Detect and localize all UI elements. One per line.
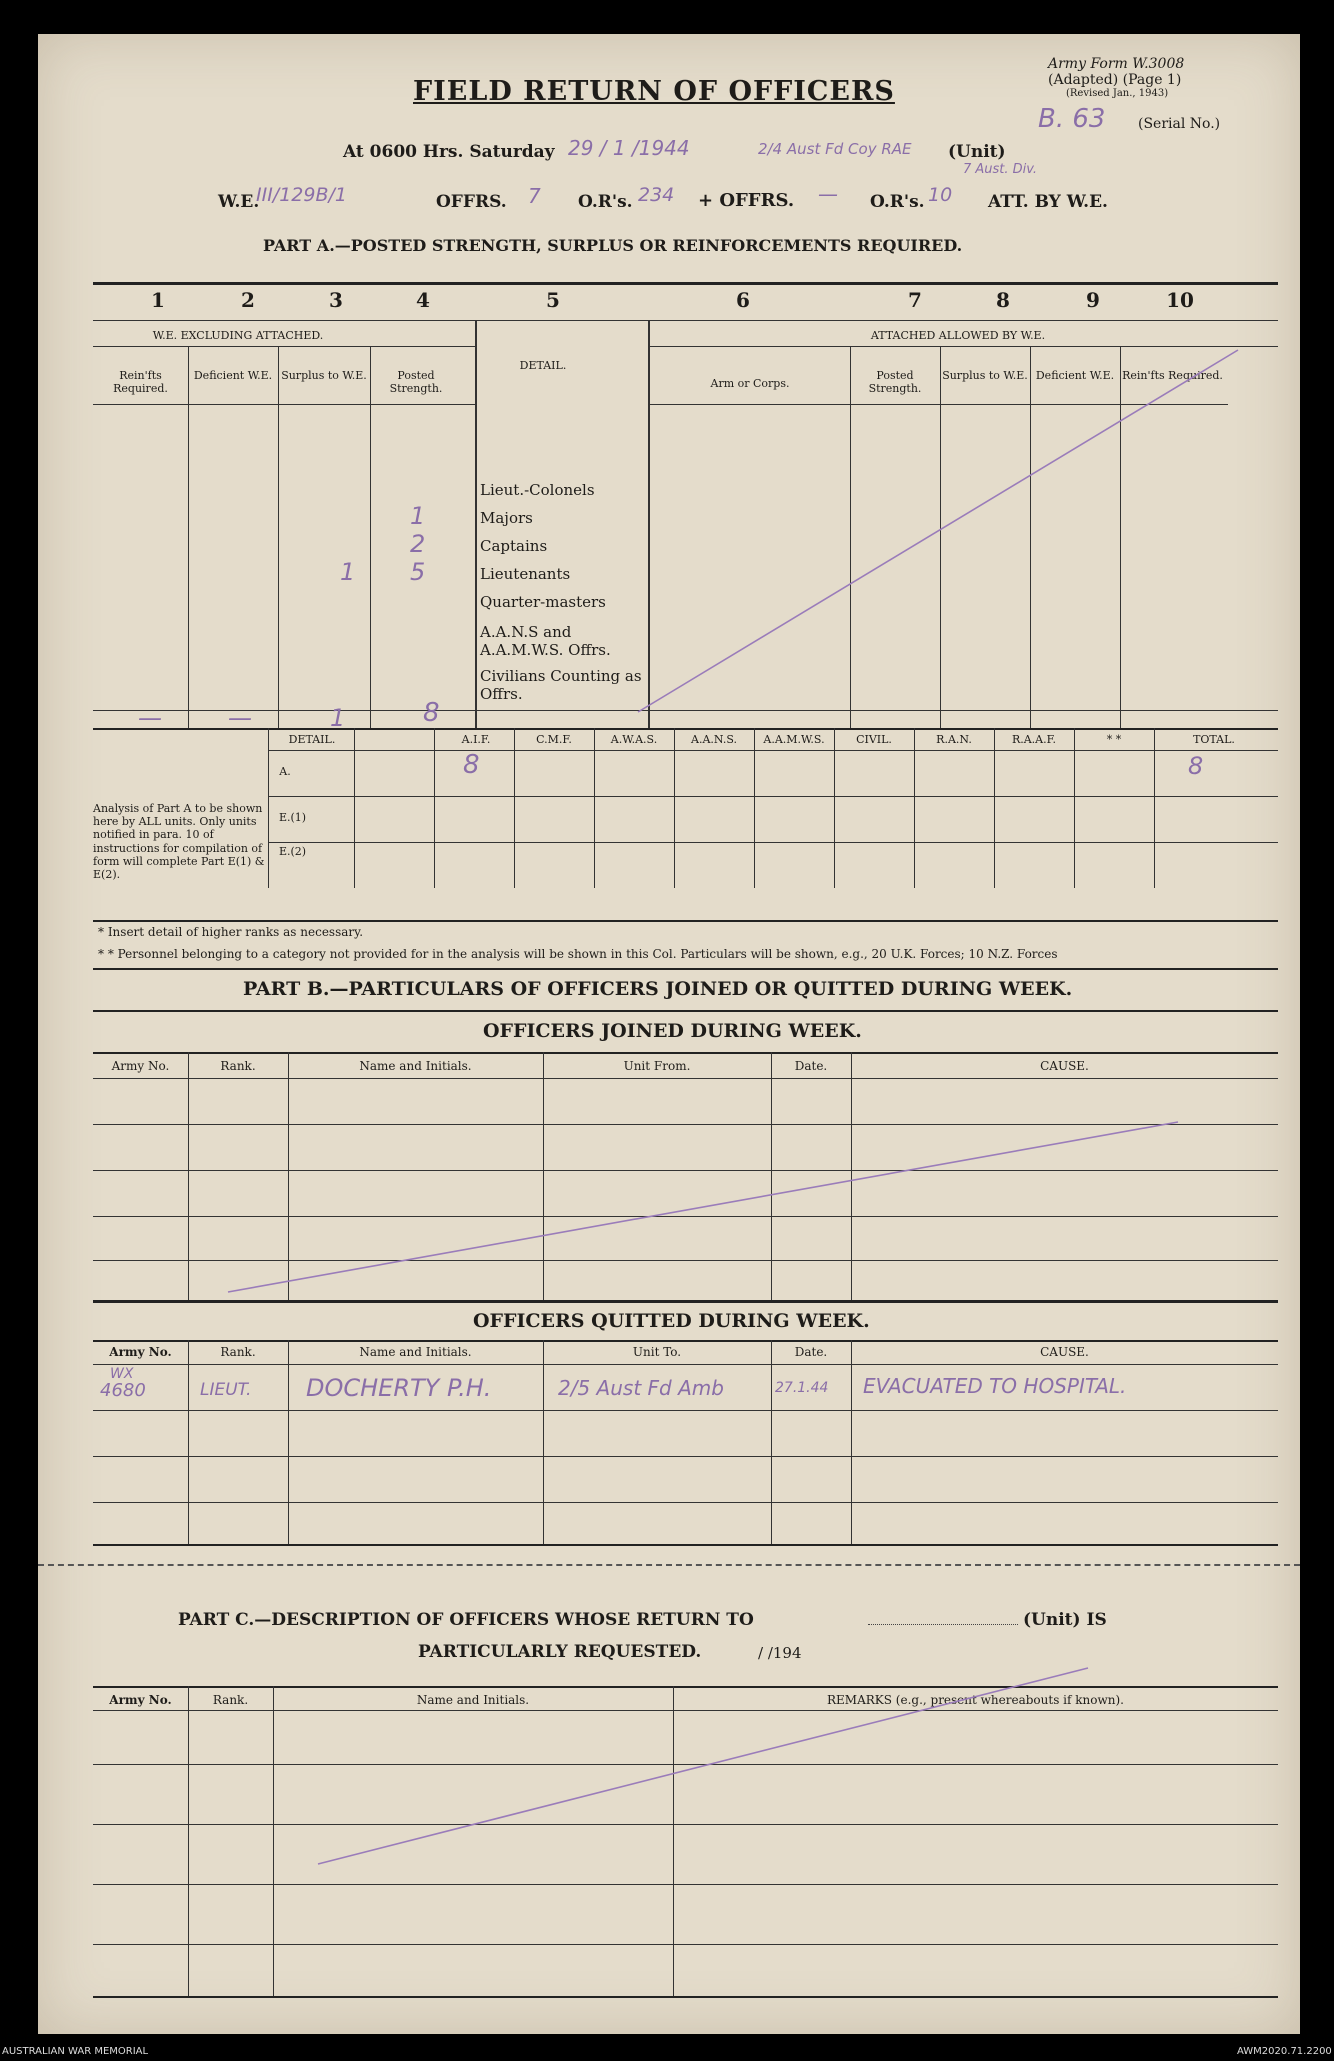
unit-label: (Unit)	[948, 142, 1006, 162]
quitted-heading: OFFICERS QUITTED DURING WEEK.	[473, 1310, 870, 1332]
lieut-surplus-handwritten: 1	[340, 558, 356, 586]
footer-accession: AWM2020.71.2200	[1237, 2046, 1332, 2057]
quitted-army-no-prefix: WX	[110, 1366, 134, 1382]
ors2-handwritten: 10	[928, 184, 953, 206]
rank-civilians: Civilians Counting as Offrs.	[480, 667, 642, 703]
analysis-aif-handwritten: 8	[463, 750, 480, 780]
quitted-col-unit-to: Unit To.	[632, 1345, 682, 1359]
ors2-label: O.R's.	[870, 192, 925, 212]
we-handwritten: III/129B/1	[256, 184, 348, 206]
quitted-cause: EVACUATED TO HOSPITAL.	[863, 1374, 1127, 1398]
part-c-col-rank: Rank.	[212, 1693, 249, 1707]
part-c-col-army-no: Army No.	[109, 1693, 172, 1707]
ors-handwritten: 234	[638, 184, 675, 206]
quitted-col-name: Name and Initials.	[359, 1345, 472, 1359]
col-number-1: 1	[151, 288, 165, 312]
quitted-army-no: 4680	[100, 1380, 146, 1401]
part-c-col-remarks: REMARKS (e.g., present whereabouts if known).	[827, 1693, 1124, 1707]
part-c-heading-2: PARTICULARLY REQUESTED.	[418, 1642, 702, 1662]
analysis-col-ran: R.A.N.	[936, 733, 972, 746]
joined-col-army-no: Army No.	[111, 1059, 170, 1073]
col-number-4: 4	[416, 288, 430, 312]
adapted-note: (Adapted) (Page 1)	[1048, 72, 1182, 88]
joined-col-rank: Rank.	[220, 1059, 256, 1073]
att-label: ATT. BY W.E.	[988, 192, 1108, 212]
cancellation-strokes	[38, 34, 1300, 2034]
page-title: FIELD RETURN OF OFFICERS	[413, 76, 895, 107]
rank-lieut-colonels: Lieut.-Colonels	[480, 481, 595, 499]
col-number-10: 10	[1166, 288, 1194, 312]
analysis-row-e2: E.(2)	[278, 845, 307, 858]
serial-number-handwritten: B. 63	[1038, 104, 1106, 134]
col-number-6: 6	[736, 288, 750, 312]
quitted-date: 27.1.44	[775, 1380, 829, 1396]
col-number-7: 7	[908, 288, 922, 312]
joined-heading: OFFICERS JOINED DURING WEEK.	[483, 1020, 862, 1042]
header-deficient-att: Deficient W.E.	[1035, 369, 1115, 382]
analysis-total-handwritten: 8	[1188, 752, 1204, 780]
analysis-col-awas: A.W.A.S.	[610, 733, 658, 746]
quitted-col-cause: CAUSE.	[1040, 1345, 1089, 1359]
joined-col-date: Date.	[794, 1059, 828, 1073]
header-reinfts-required: Rein'fts Required.	[113, 369, 168, 395]
total-posted-handwritten: 8	[423, 698, 440, 728]
total-deficient-handwritten: —	[228, 704, 252, 732]
analysis-detail: DETAIL.	[288, 733, 336, 746]
quitted-unit-to: 2/5 Aust Fd Amb	[558, 1376, 724, 1400]
quitted-name: DOCHERTY P.H.	[306, 1374, 492, 1402]
plus-offrs-label: + OFFRS.	[698, 190, 795, 211]
analysis-col-aif: A.I.F.	[461, 733, 491, 746]
footer-credit: AUSTRALIAN WAR MEMORIAL	[2, 2046, 149, 2057]
analysis-col-aans: A.A.N.S.	[691, 733, 737, 746]
majors-posted-handwritten: 1	[410, 502, 426, 530]
division-handwritten: 7 Aust. Div.	[963, 162, 1038, 177]
analysis-col-cmf: C.M.F.	[536, 733, 572, 746]
rank-majors: Majors	[480, 509, 533, 527]
we-excluding-attached: W.E. EXCLUDING ATTACHED.	[152, 329, 324, 342]
revised-note: (Revised Jan., 1943)	[1066, 88, 1169, 99]
analysis-side-note: Analysis of Part A to be shown here by ALL units. Only units notified in para. 10 of instructions for compilation of form will complete Part E(1) & E(2).	[93, 802, 265, 881]
part-b-heading: PART B.—PARTICULARS OF OFFICERS JOINED OR QUITTED DURING WEEK.	[243, 978, 1073, 1000]
header-surplus-to-we: Surplus to W.E.	[281, 369, 367, 382]
rank-lieutenants: Lieutenants	[480, 565, 571, 583]
header-reinfts-att: Rein'fts Required.	[1122, 369, 1223, 382]
col-number-9: 9	[1086, 288, 1100, 312]
at-line: At 0600 Hrs. Saturday	[343, 142, 555, 162]
we-label: W.E.	[218, 192, 260, 212]
quitted-col-rank: Rank.	[220, 1345, 256, 1359]
rank-aans-aamws: A.A.N.S and A.A.M.W.S. Offrs.	[480, 623, 611, 659]
part-c-heading-1: PART C.—DESCRIPTION OF OFFICERS WHOSE RETURN TO	[178, 1610, 754, 1630]
total-surplus-handwritten: 1	[330, 704, 346, 732]
part-c-date-template: / /194	[758, 1644, 802, 1662]
analysis-col-aamws: A.A.M.W.S.	[763, 733, 825, 746]
quitted-rank: LIEUT.	[200, 1380, 252, 1400]
header-surplus-att: Surplus to W.E.	[942, 369, 1028, 382]
unit-handwritten: 2/4 Aust Fd Coy RAE	[758, 140, 912, 158]
date-handwritten: 29 / 1 /1944	[568, 136, 690, 160]
header-posted-strength: Posted Strength.	[389, 369, 443, 395]
col-number-8: 8	[996, 288, 1010, 312]
analysis-row-a: A.	[279, 765, 291, 778]
rank-quarter-masters: Quarter-masters	[480, 593, 606, 611]
joined-col-unit-from: Unit From.	[623, 1059, 691, 1073]
quitted-col-date: Date.	[794, 1345, 828, 1359]
ors-label: O.R's.	[578, 192, 633, 212]
attached-allowed: ATTACHED ALLOWED BY W.E.	[870, 329, 1046, 342]
unit-is-label: (Unit) IS	[1023, 1610, 1107, 1630]
joined-col-name: Name and Initials.	[359, 1059, 472, 1073]
plus-offrs-handwritten: —	[818, 182, 838, 206]
joined-col-cause: CAUSE.	[1040, 1059, 1089, 1073]
analysis-col-other: * *	[1106, 733, 1122, 746]
lieut-posted-handwritten: 5	[410, 558, 426, 586]
offrs-handwritten: 7	[528, 184, 541, 208]
part-a-heading: PART A.—POSTED STRENGTH, SURPLUS OR REINFORCEMENTS REQUIRED.	[263, 236, 963, 255]
analysis-col-raaf: R.A.A.F.	[1011, 733, 1057, 746]
analysis-row-e1: E.(1)	[278, 811, 307, 824]
rank-captains: Captains	[480, 537, 548, 555]
analysis-col-civil: CIVIL.	[856, 733, 892, 746]
note-higher-ranks: * Insert detail of higher ranks as necessary.	[98, 925, 364, 939]
col-number-2: 2	[241, 288, 255, 312]
header-arm-or-corps: Arm or Corps.	[710, 377, 790, 390]
detail-header: DETAIL.	[519, 359, 567, 372]
total-reinfts-handwritten: —	[138, 704, 162, 732]
quitted-col-army-no: Army No.	[109, 1345, 172, 1359]
part-c-col-name: Name and Initials.	[416, 1693, 530, 1707]
header-deficient-we: Deficient W.E.	[193, 369, 273, 382]
col-number-3: 3	[329, 288, 343, 312]
serial-label: (Serial No.)	[1138, 116, 1221, 132]
analysis-col-total: TOTAL.	[1193, 733, 1235, 746]
note-other-personnel: * * Personnel belonging to a category not provided for in the analysis will be shown in this Col. Particulars will be shown, e.g., 20 U.K. Forces; 10 N.Z. Forces	[98, 947, 1058, 961]
captains-posted-handwritten: 2	[410, 530, 426, 558]
offrs-label: OFFRS.	[436, 192, 507, 212]
army-form-number: Army Form W.3008	[1048, 56, 1185, 72]
header-posted-strength-att: Posted Strength.	[868, 369, 922, 395]
form-sheet	[38, 34, 1300, 2034]
col-number-5: 5	[546, 288, 560, 312]
